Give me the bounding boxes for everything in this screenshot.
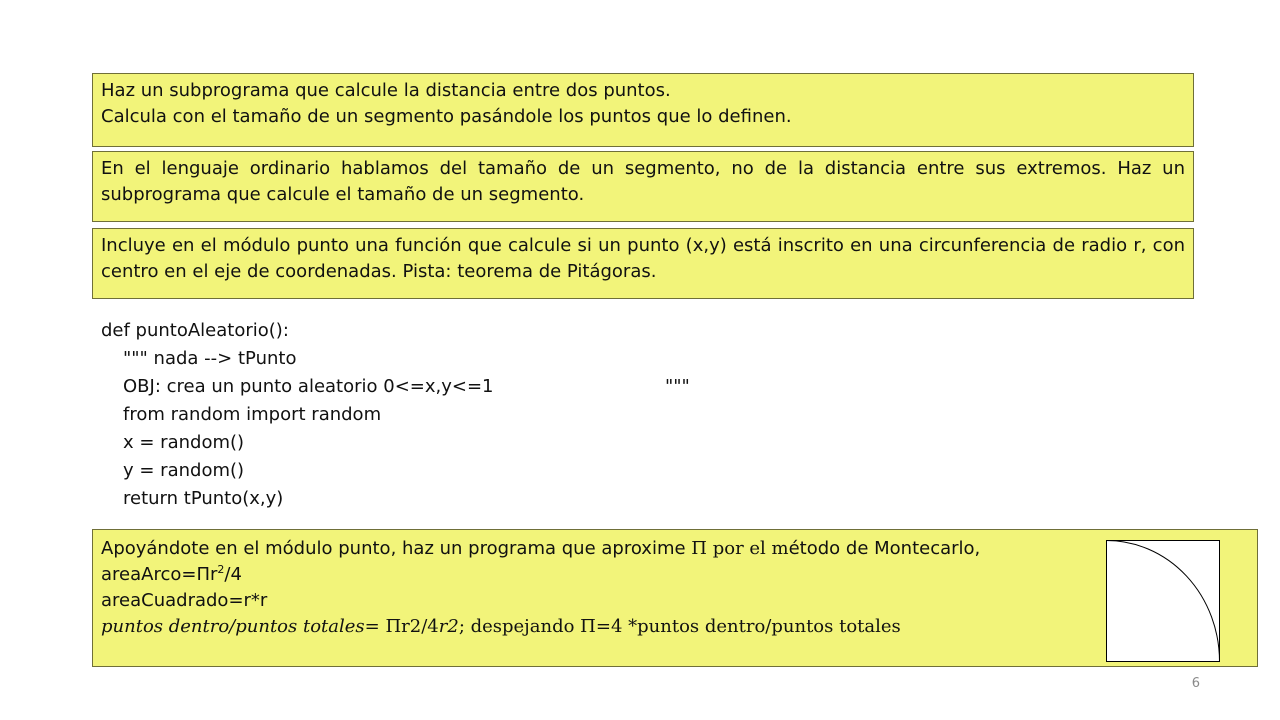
square-outline (1107, 541, 1220, 662)
formula-part-a: puntos dentro/puntos totales= (101, 616, 380, 637)
exercise-4-intro (101, 536, 1249, 562)
exercise-box-montecarlo (92, 529, 1258, 667)
formula-part-d: ; despejando Π=4 *puntos dentro/puntos totales (458, 616, 901, 637)
area-arco-text: areaArco=Πr (101, 564, 218, 585)
code-line-return: return tPunto(x,y) (123, 488, 284, 509)
code-line-import: from random import random (123, 404, 382, 425)
exercise-4-intro-a: Apoyándote en el módulo punto, haz un programa que aproxime (101, 538, 686, 559)
code-line-y: y = random() (123, 460, 245, 481)
area-arco-tail: /4 (224, 564, 242, 585)
quarter-circle-diagram (1106, 540, 1221, 663)
exercise-box-segment (92, 151, 1194, 222)
code-line-x: x = random() (123, 432, 245, 453)
exercise-2-text: En el lenguaje ordinario hablamos del tamaño de un segmento, no de la distancia entre sus extremos. Haz un subprograma que calcule el tamaño de un segmento. (101, 158, 1185, 205)
code-line-obj (101, 373, 801, 401)
area-arco-exponent: 2 (217, 563, 225, 576)
code-line-def: def puntoAleatorio(): (101, 320, 289, 341)
code-docstring-end: """ (665, 376, 690, 397)
exercise-1-line-2: Calcula con el tamaño de un segmento pasándole los puntos que lo definen. (101, 106, 792, 127)
exercise-3-text: Incluye en el módulo punto una función que calcule si un punto (x,y) está inscrito en una circunferencia de radio r, con centro en el eje de coordenadas. Pista: teorema de Pitágoras. (101, 235, 1185, 282)
exercise-4-area-cuadrado: areaCuadrado=r*r (101, 590, 268, 611)
exercise-box-circle (92, 228, 1194, 299)
code-line-obj-text: OBJ: crea un punto aleatorio 0<=x,y<=1 (123, 376, 494, 397)
exercise-1-line-1: Haz un subprograma que calcule la distancia entre dos puntos. (101, 80, 671, 101)
formula-part-b: Πr2/4 (379, 616, 439, 637)
exercise-4-area-arco (101, 562, 1249, 588)
code-block (101, 317, 801, 513)
exercise-4-intro-b: Π por el m (691, 538, 789, 559)
exercise-4-intro-c: étodo de Montecarlo, (788, 538, 981, 559)
page-number: 6 (1191, 676, 1200, 691)
formula-part-c: r2 (438, 616, 459, 637)
exercise-4-formula (101, 614, 1249, 640)
exercise-box-distance (92, 73, 1194, 147)
code-line-docstring: """ nada --> tPunto (123, 348, 297, 369)
